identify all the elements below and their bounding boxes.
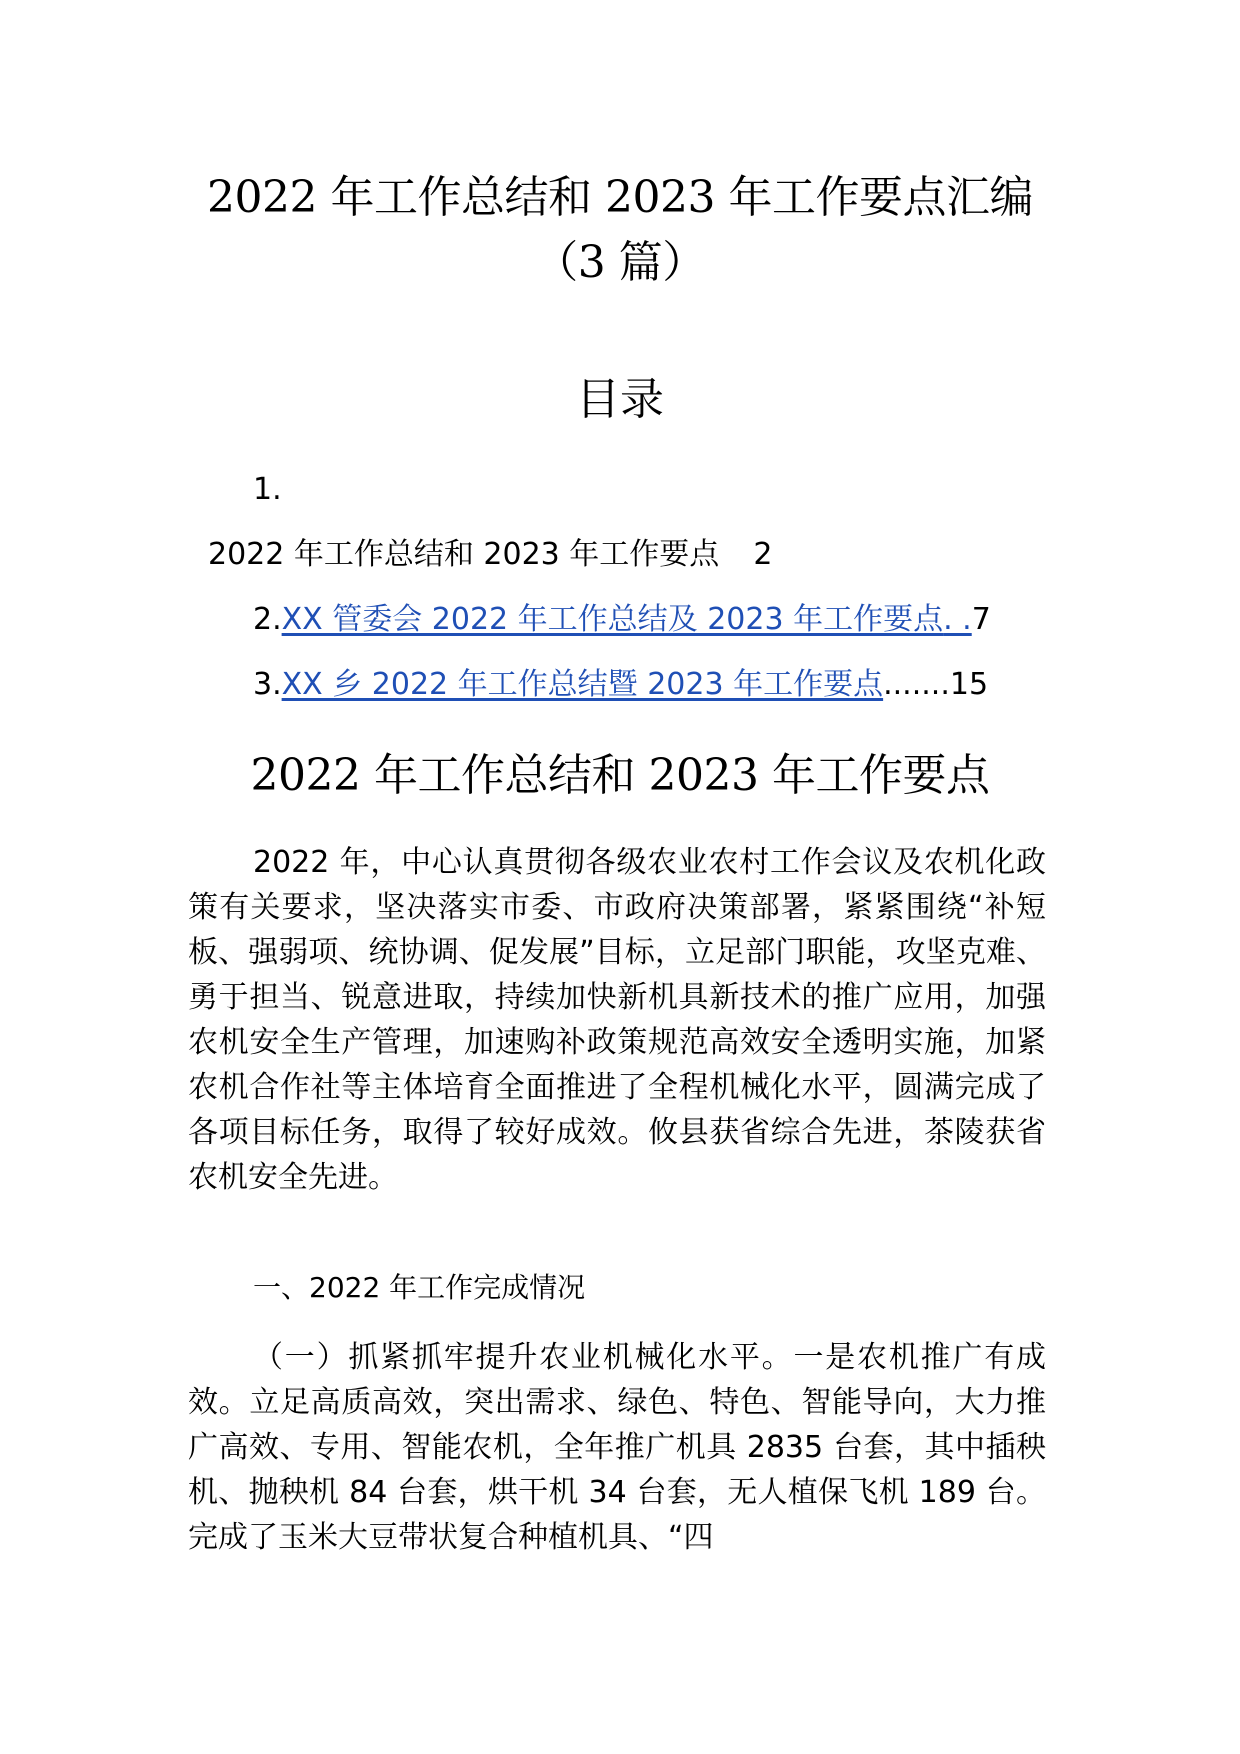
toc-item-2-title[interactable]: XX 管委会 2022 年工作总结及 2023 年工作要点	[281, 602, 944, 637]
toc-item-1-title[interactable]: 2022 年工作总结和 2023 年工作要点	[208, 537, 720, 572]
toc-item-3[interactable]	[253, 665, 988, 705]
section-heading-1: 一、2022 年工作完成情况	[253, 1271, 586, 1304]
toc-item-3-title[interactable]: XX 乡 2022 年工作总结暨 2023 年工作要点	[281, 667, 884, 702]
document-title: 2022 年工作总结和 2023 年工作要点汇编	[207, 172, 1033, 223]
toc-item-3-page[interactable]: 15	[949, 667, 989, 702]
toc-item-1-page[interactable]: 2	[753, 537, 773, 572]
toc-item-1[interactable]	[208, 535, 772, 575]
toc-item-3-number: 3.	[253, 667, 282, 702]
toc-item-2-leader: . .	[943, 602, 972, 637]
toc-heading: 目录	[576, 374, 664, 425]
body-paragraph-1: （一）抓紧抓牢提升农业机械化水平。一是农机推广有成效。立足高质高效，突出需求、绿色、特色、智能导向，大力推广高效、专用、智能农机，全年推广机具 2835 台套，其中插秧机、抛秧机 84 台套，烘干机 34 台套，无人植保飞机 189 台。完成了玉米大豆带状复合种植机具、“四	[188, 1340, 1046, 1555]
document-subtitle: （3 篇）	[534, 237, 706, 288]
toc-item-2-link[interactable]	[282, 602, 972, 637]
intro-paragraph: 2022 年，中心认真贯彻各级农业农村工作会议及农机化政策有关要求，坚决落实市委、市政府决策部署，紧紧围绕“补短板、强弱项、统协调、促发展”目标，立足部门职能，攻坚克难、勇于担当、锐意进取，持续加快新机具新技术的推广应用，加强农机安全生产管理，加速购补政策规范高效安全透明实施，加紧农机合作社等主体培育全面推进了全程机械化水平，圆满完成了各项目标任务，取得了较好成效。攸县获省综合先进，茶陵获省农机安全先进。	[188, 845, 1046, 1195]
toc-item-3-leader: .......	[883, 667, 950, 702]
toc-item-1-number: 1.	[253, 472, 282, 507]
toc-item-2-number: 2.	[253, 602, 282, 637]
toc-item-2[interactable]	[253, 600, 991, 640]
toc-item-3-link[interactable]	[282, 667, 883, 702]
section-title: 2022 年工作总结和 2023 年工作要点	[250, 750, 990, 801]
toc-item-2-page[interactable]: 7	[971, 602, 991, 637]
